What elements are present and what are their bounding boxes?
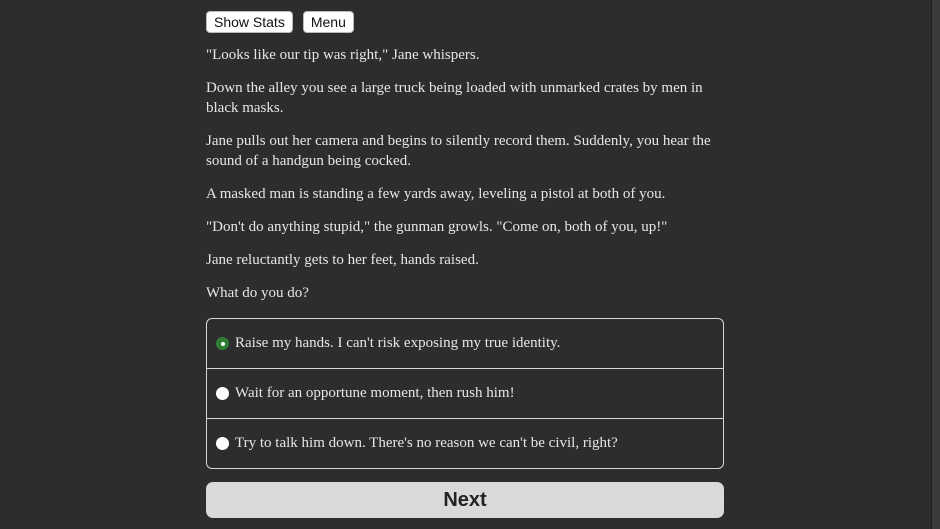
radio-selected-icon[interactable] bbox=[216, 337, 229, 350]
story-paragraph: A masked man is standing a few yards away, leveling a pistol at both of you. bbox=[206, 186, 666, 202]
story-paragraph: Down the alley you see a large truck being loaded with unmarked crates by men in black masks. bbox=[206, 80, 703, 116]
menu-button[interactable]: Menu bbox=[303, 11, 354, 33]
show-stats-button[interactable]: Show Stats bbox=[206, 11, 293, 33]
radio-icon[interactable] bbox=[216, 387, 229, 400]
top-toolbar bbox=[206, 11, 724, 33]
story-prompt: What do you do? bbox=[206, 285, 309, 301]
story-text bbox=[206, 45, 724, 303]
story-paragraph: "Looks like our tip was right," Jane whispers. bbox=[206, 47, 480, 63]
story-paragraph: "Don't do anything stupid," the gunman growls. "Come on, both of you, up!" bbox=[206, 219, 668, 235]
choice-option[interactable] bbox=[207, 418, 723, 468]
story-paragraph: Jane pulls out her camera and begins to silently record them. Suddenly, you hear the sound of a handgun being cocked. bbox=[206, 133, 711, 169]
radio-icon[interactable] bbox=[216, 437, 229, 450]
choice-label: Raise my hands. I can't risk exposing my true identity. bbox=[235, 335, 561, 351]
choice-label: Try to talk him down. There's no reason we can't be civil, right? bbox=[235, 435, 618, 451]
choice-option[interactable] bbox=[207, 319, 723, 368]
choice-label: Wait for an opportune moment, then rush him! bbox=[235, 385, 515, 401]
choice-option[interactable] bbox=[207, 368, 723, 418]
next-button[interactable]: Next bbox=[206, 482, 724, 518]
story-paragraph: Jane reluctantly gets to her feet, hands raised. bbox=[206, 252, 479, 268]
choice-list bbox=[206, 318, 724, 469]
game-content bbox=[206, 0, 724, 518]
page-scrollbar[interactable] bbox=[931, 0, 940, 529]
